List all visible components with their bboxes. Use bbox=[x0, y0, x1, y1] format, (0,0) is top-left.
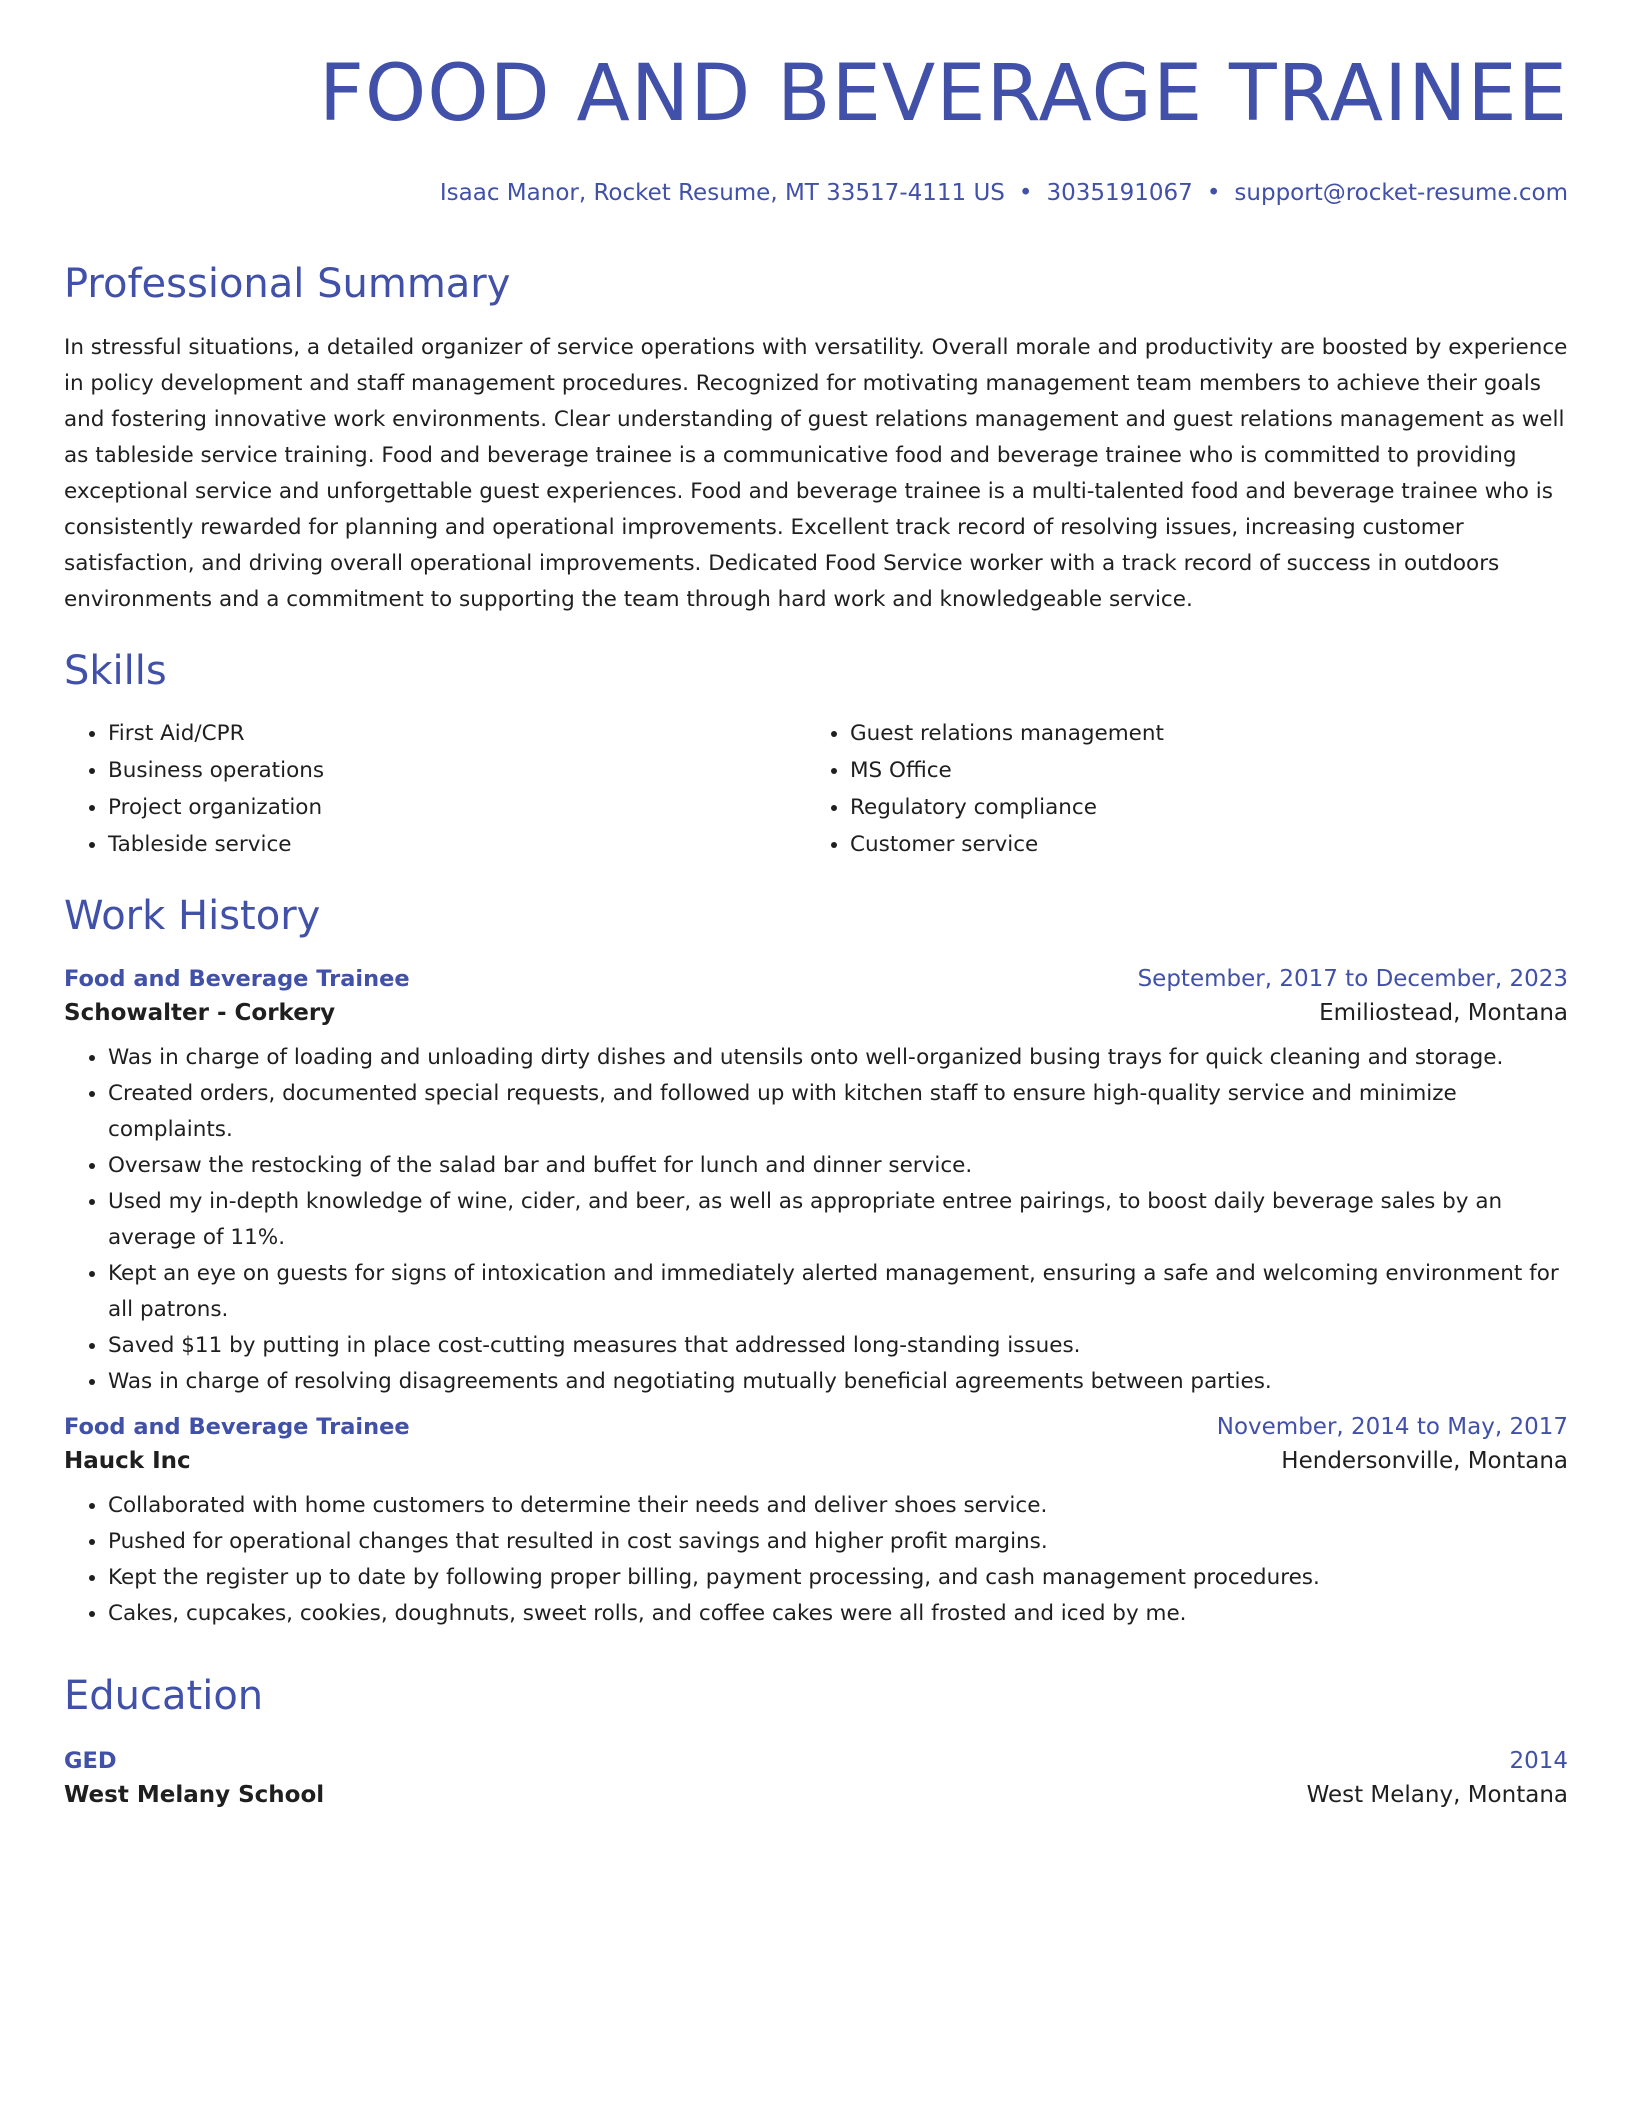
job-company: Schowalter - Corkery bbox=[64, 1000, 336, 1026]
education-section bbox=[64, 1672, 1568, 1720]
skill-item: • Guest relations management bbox=[850, 715, 1548, 752]
job-bullet: • Was in charge of loading and unloading dirty dishes and utensils onto well-organized busing trays for quick cleaning and storage. bbox=[108, 1040, 1568, 1076]
contact-line bbox=[440, 180, 1568, 206]
work-history-section bbox=[64, 892, 1568, 940]
skill-item: • First Aid/CPR bbox=[108, 715, 806, 752]
job-dates: November, 2014 to May, 2017 bbox=[1216, 1414, 1568, 1440]
resume-title: FOOD AND BEVERAGE TRAINEE bbox=[318, 49, 1568, 139]
skill-item: • Tableside service bbox=[108, 826, 806, 863]
job-bullet: • Created orders, documented special requests, and followed up with kitchen staff to ensure high-quality service and minimize complaints. bbox=[108, 1076, 1568, 1148]
skills-heading: Skills bbox=[64, 648, 167, 694]
job-company: Hauck Inc bbox=[64, 1448, 191, 1474]
job-bullet: • Collaborated with home customers to determine their needs and deliver shoes service. bbox=[108, 1488, 1568, 1524]
education-degree: GED bbox=[64, 1748, 117, 1774]
contact-phone: 3035191067 bbox=[1046, 180, 1193, 206]
job-location: Emiliostead, Montana bbox=[1319, 1000, 1568, 1026]
contact-separator: • bbox=[1206, 180, 1221, 206]
skill-item: • Customer service bbox=[850, 826, 1548, 863]
education-school: West Melany School bbox=[64, 1782, 325, 1808]
job-bullet: • Pushed for operational changes that resulted in cost savings and higher profit margins. bbox=[108, 1524, 1568, 1560]
skills-columns bbox=[64, 715, 1568, 863]
job-bullet: • Cakes, cupcakes, cookies, doughnuts, sweet rolls, and coffee cakes were all frosted and iced by me. bbox=[108, 1596, 1568, 1632]
job-location: Hendersonville, Montana bbox=[1281, 1448, 1568, 1474]
skills-section bbox=[64, 647, 1568, 863]
summary-heading: Professional Summary bbox=[64, 261, 511, 307]
contact-address: Isaac Manor, Rocket Resume, MT 33517-4111 US bbox=[439, 180, 1005, 206]
job-bullet: • Was in charge of resolving disagreements and negotiating mutually beneficial agreements between parties. bbox=[108, 1364, 1568, 1400]
job-bullet: • Kept an eye on guests for signs of intoxication and immediately alerted management, ensuring a safe and welcoming environment for all patrons. bbox=[108, 1256, 1568, 1328]
skill-item: • Regulatory compliance bbox=[850, 789, 1548, 826]
education-location: West Melany, Montana bbox=[1306, 1782, 1568, 1808]
job-bullet: • Oversaw the restocking of the salad bar and buffet for lunch and dinner service. bbox=[108, 1148, 1568, 1184]
summary-text: In stressful situations, a detailed organizer of service operations with versatility. Overall morale and productivity are boosted by experience in policy development and staff management procedures. Recognized for motivating management team members to achieve their goals and fostering innovative work environments. Clear understanding of guest relations management and guest relations management as well as tableside service training. Food and beverage trainee is a communicative food and beverage trainee who is committed to providing exceptional service and unforgettable guest experiences. Food and beverage trainee is a multi-talented food and beverage trainee who is consistently rewarded for planning and operational improvements. Excellent track record of resolving issues, increasing customer satisfaction, and driving overall operational improvements. Dedicated Food Service worker with a track record of success in outdoors environments and a commitment to supporting the team through hard work and knowledgeable service. bbox=[64, 335, 1568, 612]
education-entry bbox=[64, 1748, 1568, 1808]
education-heading: Education bbox=[64, 1673, 264, 1719]
job-entry bbox=[64, 1414, 1568, 1632]
job-bullets bbox=[64, 1040, 1568, 1400]
job-dates: September, 2017 to December, 2023 bbox=[1137, 966, 1568, 992]
skills-right-list bbox=[806, 715, 1548, 863]
skill-item: • MS Office bbox=[850, 752, 1548, 789]
job-title: Food and Beverage Trainee bbox=[64, 1414, 410, 1440]
job-bullets bbox=[64, 1488, 1568, 1632]
job-entry bbox=[64, 966, 1568, 1400]
skills-left-list bbox=[64, 715, 806, 863]
skill-item: • Project organization bbox=[108, 789, 806, 826]
summary-section bbox=[64, 260, 1568, 618]
work-history-heading: Work History bbox=[64, 893, 321, 939]
job-bullet: • Kept the register up to date by following proper billing, payment processing, and cash management procedures. bbox=[108, 1560, 1568, 1596]
job-bullet: • Used my in-depth knowledge of wine, cider, and beer, as well as appropriate entree pairings, to boost daily beverage sales by an average of 11%. bbox=[108, 1184, 1568, 1256]
education-year: 2014 bbox=[1509, 1748, 1568, 1774]
skill-item: • Business operations bbox=[108, 752, 806, 789]
job-title: Food and Beverage Trainee bbox=[64, 966, 410, 992]
contact-email: support@rocket-resume.com bbox=[1234, 180, 1568, 206]
job-bullet: • Saved $11 by putting in place cost-cutting measures that addressed long-standing issues. bbox=[108, 1328, 1568, 1364]
contact-separator: • bbox=[1018, 180, 1033, 206]
